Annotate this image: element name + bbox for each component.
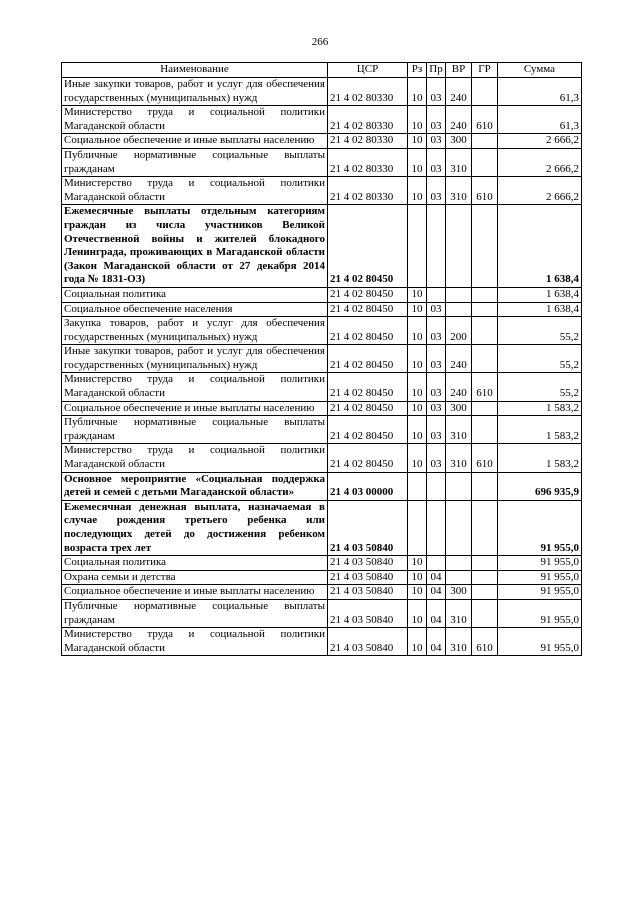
header-gr: ГР	[472, 63, 498, 78]
cell-sum: 1 583,2	[498, 444, 582, 472]
cell-rz: 10	[408, 628, 427, 656]
cell-csr: 21 4 03 50840	[328, 628, 408, 656]
cell-csr: 21 4 03 50840	[328, 500, 408, 555]
cell-sum: 91 955,0	[498, 570, 582, 585]
cell-pr	[427, 472, 446, 500]
page-number: 266	[311, 36, 329, 48]
cell-pr: 04	[427, 599, 446, 627]
cell-vr: 300	[446, 585, 472, 600]
cell-gr	[472, 599, 498, 627]
cell-vr: 200	[446, 317, 472, 345]
cell-sum: 696 935,9	[498, 472, 582, 500]
header-vr: ВР	[446, 63, 472, 78]
cell-pr: 03	[427, 148, 446, 176]
cell-csr: 21 4 02 80450	[328, 205, 408, 288]
cell-csr: 21 4 03 00000	[328, 472, 408, 500]
table-row	[62, 444, 582, 472]
cell-vr	[446, 500, 472, 555]
cell-gr	[472, 500, 498, 555]
cell-pr: 03	[427, 401, 446, 416]
cell-pr: 03	[427, 317, 446, 345]
cell-vr: 300	[446, 401, 472, 416]
table-row	[62, 134, 582, 149]
cell-sum: 1 638,4	[498, 205, 582, 288]
cell-csr: 21 4 02 80330	[328, 134, 408, 149]
cell-sum: 61,3	[498, 78, 582, 106]
table-row	[62, 148, 582, 176]
cell-gr	[472, 134, 498, 149]
header-pr: Пр	[427, 63, 446, 78]
cell-gr	[472, 287, 498, 302]
cell-rz: 10	[408, 134, 427, 149]
table-row	[62, 500, 582, 555]
header-csr: ЦСР	[328, 63, 408, 78]
cell-gr: 610	[472, 373, 498, 401]
cell-name: Социальное обеспечение и иные выплаты населению	[62, 585, 328, 600]
cell-name: Социальная политика	[62, 287, 328, 302]
cell-vr	[446, 302, 472, 317]
cell-gr: 610	[472, 444, 498, 472]
cell-pr: 03	[427, 345, 446, 373]
cell-sum: 1 583,2	[498, 401, 582, 416]
cell-csr: 21 4 02 80450	[328, 444, 408, 472]
cell-name: Министерство труда и социальной политики Магаданской области	[62, 444, 328, 472]
header-name: Наименование	[62, 63, 328, 78]
cell-pr	[427, 500, 446, 555]
cell-sum: 55,2	[498, 317, 582, 345]
cell-name: Министерство труда и социальной политики Магаданской области	[62, 373, 328, 401]
cell-rz	[408, 472, 427, 500]
cell-pr	[427, 287, 446, 302]
cell-sum: 55,2	[498, 373, 582, 401]
cell-rz: 10	[408, 585, 427, 600]
cell-csr: 21 4 02 80330	[328, 78, 408, 106]
cell-vr: 240	[446, 78, 472, 106]
cell-sum: 91 955,0	[498, 628, 582, 656]
table-row	[62, 302, 582, 317]
table-row	[62, 570, 582, 585]
cell-csr: 21 4 02 80450	[328, 302, 408, 317]
cell-name: Закупка товаров, работ и услуг для обеспечения государственных (муниципальных) нужд	[62, 317, 328, 345]
cell-name: Охрана семьи и детства	[62, 570, 328, 585]
cell-sum: 1 583,2	[498, 416, 582, 444]
cell-gr	[472, 317, 498, 345]
cell-gr	[472, 416, 498, 444]
cell-name: Социальное обеспечение и иные выплаты населению	[62, 401, 328, 416]
cell-csr: 21 4 02 80450	[328, 401, 408, 416]
cell-name: Ежемесячные выплаты отдельным категориям граждан из числа участников Великой Отечественной войны и жителей блокадного Ленинграда, проживающих в Магаданской области (Закон Магаданской области от 27 декабря 2014 года № 1831-ОЗ)	[62, 205, 328, 288]
cell-pr: 04	[427, 570, 446, 585]
cell-vr	[446, 205, 472, 288]
cell-sum: 91 955,0	[498, 556, 582, 571]
cell-rz: 10	[408, 345, 427, 373]
cell-gr	[472, 556, 498, 571]
cell-sum: 61,3	[498, 106, 582, 134]
cell-vr	[446, 570, 472, 585]
cell-gr: 610	[472, 177, 498, 205]
cell-sum: 55,2	[498, 345, 582, 373]
table-row	[62, 373, 582, 401]
cell-rz: 10	[408, 106, 427, 134]
cell-sum: 91 955,0	[498, 599, 582, 627]
cell-name: Публичные нормативные социальные выплаты гражданам	[62, 148, 328, 176]
cell-pr: 04	[427, 585, 446, 600]
cell-vr	[446, 556, 472, 571]
table-row	[62, 401, 582, 416]
cell-csr: 21 4 02 80450	[328, 287, 408, 302]
table-row	[62, 177, 582, 205]
cell-vr: 310	[446, 628, 472, 656]
cell-csr: 21 4 02 80330	[328, 148, 408, 176]
cell-vr: 310	[446, 177, 472, 205]
cell-csr: 21 4 02 80330	[328, 106, 408, 134]
cell-vr: 300	[446, 134, 472, 149]
cell-rz	[408, 205, 427, 288]
cell-rz: 10	[408, 401, 427, 416]
cell-vr: 310	[446, 444, 472, 472]
cell-gr	[472, 78, 498, 106]
cell-csr: 21 4 02 80450	[328, 373, 408, 401]
cell-gr	[472, 205, 498, 288]
cell-gr	[472, 302, 498, 317]
cell-rz: 10	[408, 556, 427, 571]
cell-sum: 2 666,2	[498, 134, 582, 149]
cell-rz: 10	[408, 570, 427, 585]
cell-gr	[472, 585, 498, 600]
table-row	[62, 416, 582, 444]
cell-name: Иные закупки товаров, работ и услуг для обеспечения государственных (муниципальных) нужд	[62, 78, 328, 106]
cell-rz: 10	[408, 317, 427, 345]
cell-rz: 10	[408, 78, 427, 106]
cell-name: Социальная политика	[62, 556, 328, 571]
cell-pr: 03	[427, 302, 446, 317]
cell-csr: 21 4 03 50840	[328, 556, 408, 571]
header-sum: Сумма	[498, 63, 582, 78]
cell-vr: 240	[446, 106, 472, 134]
header-rz: Рз	[408, 63, 427, 78]
cell-sum: 1 638,4	[498, 287, 582, 302]
cell-name: Социальное обеспечение и иные выплаты населению	[62, 134, 328, 149]
table-row	[62, 599, 582, 627]
cell-pr: 03	[427, 78, 446, 106]
cell-vr: 240	[446, 373, 472, 401]
cell-gr	[472, 148, 498, 176]
cell-vr	[446, 287, 472, 302]
cell-pr: 03	[427, 106, 446, 134]
cell-gr	[472, 345, 498, 373]
cell-csr: 21 4 03 50840	[328, 599, 408, 627]
cell-rz: 10	[408, 287, 427, 302]
cell-rz: 10	[408, 373, 427, 401]
cell-gr	[472, 401, 498, 416]
cell-csr: 21 4 03 50840	[328, 585, 408, 600]
cell-sum: 2 666,2	[498, 148, 582, 176]
cell-pr: 03	[427, 134, 446, 149]
cell-csr: 21 4 02 80330	[328, 177, 408, 205]
cell-vr	[446, 472, 472, 500]
cell-pr	[427, 205, 446, 288]
cell-csr: 21 4 03 50840	[328, 570, 408, 585]
table-row	[62, 287, 582, 302]
table-row	[62, 472, 582, 500]
cell-vr: 310	[446, 148, 472, 176]
cell-rz: 10	[408, 148, 427, 176]
table-row	[62, 585, 582, 600]
cell-csr: 21 4 02 80450	[328, 416, 408, 444]
table-row	[62, 78, 582, 106]
cell-name: Ежемесячная денежная выплата, назначаемая в случае рождения третьего ребенка или последующих детей до достижения ребенком возраста трех лет	[62, 500, 328, 555]
cell-pr: 03	[427, 416, 446, 444]
cell-name: Иные закупки товаров, работ и услуг для обеспечения государственных (муниципальных) нужд	[62, 345, 328, 373]
cell-name: Публичные нормативные социальные выплаты гражданам	[62, 416, 328, 444]
cell-sum: 1 638,4	[498, 302, 582, 317]
cell-name: Публичные нормативные социальные выплаты гражданам	[62, 599, 328, 627]
table-row	[62, 556, 582, 571]
cell-rz: 10	[408, 302, 427, 317]
cell-gr: 610	[472, 106, 498, 134]
cell-name: Министерство труда и социальной политики Магаданской области	[62, 628, 328, 656]
table-row	[62, 317, 582, 345]
budget-table	[61, 62, 582, 656]
cell-rz: 10	[408, 416, 427, 444]
cell-sum: 91 955,0	[498, 500, 582, 555]
table-body	[62, 78, 582, 656]
cell-pr: 04	[427, 628, 446, 656]
cell-name: Основное мероприятие «Социальная поддержка детей и семей с детьми Магаданской области»	[62, 472, 328, 500]
table-row	[62, 205, 582, 288]
cell-name: Министерство труда и социальной политики Магаданской области	[62, 177, 328, 205]
cell-vr: 240	[446, 345, 472, 373]
table-row	[62, 628, 582, 656]
cell-gr	[472, 472, 498, 500]
cell-pr: 03	[427, 373, 446, 401]
cell-pr: 03	[427, 444, 446, 472]
cell-vr: 310	[446, 416, 472, 444]
cell-sum: 2 666,2	[498, 177, 582, 205]
cell-rz: 10	[408, 599, 427, 627]
table-row	[62, 345, 582, 373]
cell-pr	[427, 556, 446, 571]
table-row	[62, 106, 582, 134]
cell-name: Социальное обеспечение населения	[62, 302, 328, 317]
cell-vr: 310	[446, 599, 472, 627]
cell-csr: 21 4 02 80450	[328, 317, 408, 345]
cell-rz	[408, 500, 427, 555]
cell-gr: 610	[472, 628, 498, 656]
cell-gr	[472, 570, 498, 585]
table-header-row	[62, 63, 582, 78]
cell-sum: 91 955,0	[498, 585, 582, 600]
cell-pr: 03	[427, 177, 446, 205]
cell-csr: 21 4 02 80450	[328, 345, 408, 373]
cell-rz: 10	[408, 177, 427, 205]
cell-rz: 10	[408, 444, 427, 472]
cell-name: Министерство труда и социальной политики Магаданской области	[62, 106, 328, 134]
